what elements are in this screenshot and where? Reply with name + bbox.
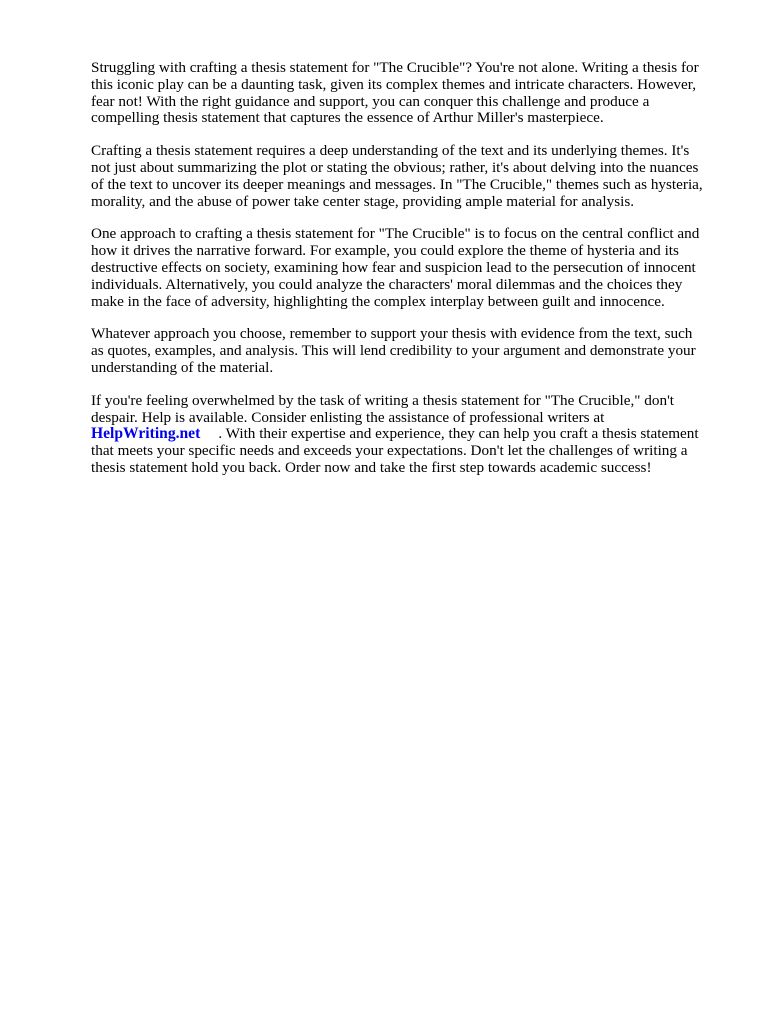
paragraph-understanding: Crafting a thesis statement requires a deep understanding of the text and its underlying themes. It's not just about summarizing the plot or stating the obvious; rather, it's about delving into the nuances of the text to uncover its deeper meanings and messages. In "The Crucible," themes such as hysteria, morality, and the abuse of power take center stage, providing ample material for analysis. <box>91 142 703 210</box>
document-page <box>91 60 719 493</box>
paragraph-approach: One approach to crafting a thesis statement for "The Crucible" is to focus on the central conflict and how it drives the narrative forward. For example, you could explore the theme of hysteria and its destructive effects on society, examining how fear and suspicion lead to the persecution of innocent individuals. Alternatively, you could analyze the characters' moral dilemmas and the choices they make in the face of adversity, highlighting the complex interplay between guilt and innocence. <box>91 225 700 310</box>
helpwriting-link[interactable]: HelpWriting.net <box>91 425 201 443</box>
paragraph-intro: Struggling with crafting a thesis statement for "The Crucible"? You're not alone. Writing a thesis for this iconic play can be a daunting task, given its complex themes and intricate characters. However, fear not! With the right guidance and support, you can conquer this challenge and produce a compelling thesis statement that captures the essence of Arthur Miller's masterpiece. <box>91 59 699 127</box>
paragraph-help <box>91 393 719 477</box>
help-text-after-link: . With their expertise and experience, they can help you craft a thesis statement that meets your specific needs and exceeds your expectations. Don't let the challenges of writing a thesis statement hold you back. Order now and take the first step towards academic success! <box>91 425 699 476</box>
paragraph-evidence: Whatever approach you choose, remember to support your thesis with evidence from the text, such as quotes, examples, and analysis. This will lend credibility to your argument and demonstrate your understanding of the material. <box>91 325 696 376</box>
help-text-before-link: If you're feeling overwhelmed by the task of writing a thesis statement for "The Crucible," don't despair. Help is available. Consider enlisting the assistance of professional writers at <box>91 391 675 426</box>
